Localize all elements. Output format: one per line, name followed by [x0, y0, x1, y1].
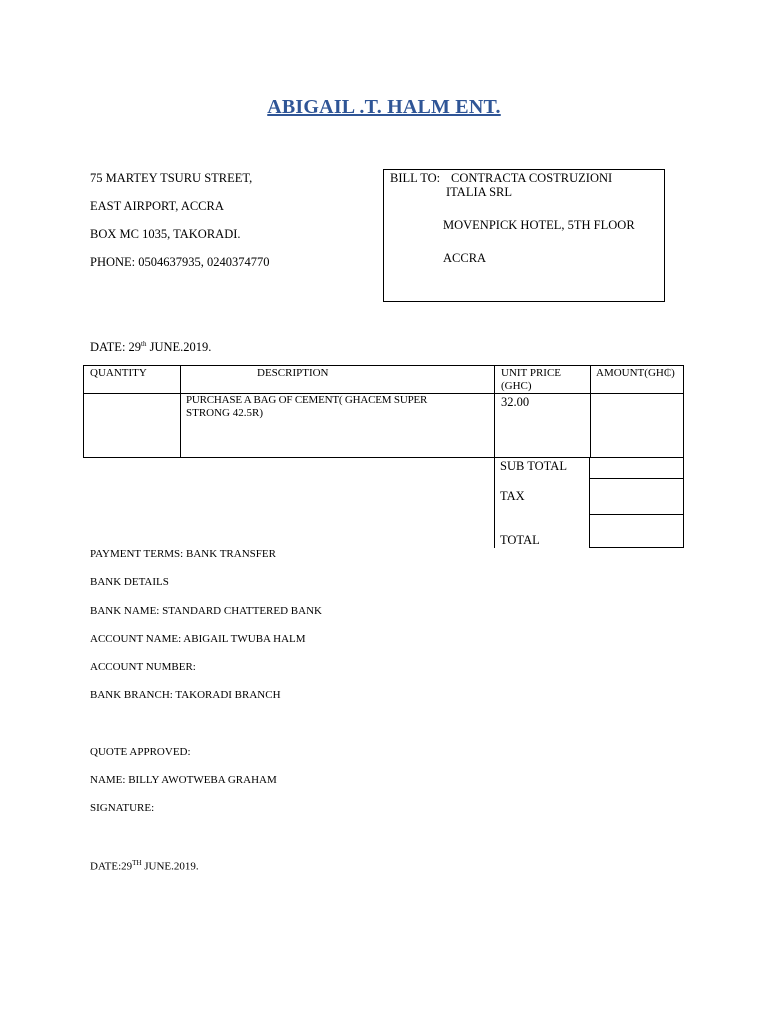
totals-divider: [589, 478, 684, 479]
header-unit-price: UNIT PRICE: [501, 367, 561, 379]
column-divider: [590, 366, 591, 457]
cell-description-cont: STRONG 42.5R): [186, 407, 264, 419]
tax-label: TAX: [500, 489, 525, 503]
invoice-date: DATE: 29th JUNE.2019.: [90, 340, 212, 355]
bank-name: BANK NAME: STANDARD CHATTERED BANK: [90, 605, 322, 617]
header-description: DESCRIPTION: [257, 367, 329, 379]
bill-to-line2: ITALIA SRL: [446, 185, 513, 199]
approver-name: NAME: BILLY AWOTWEBA GRAHAM: [90, 774, 277, 786]
header-amount: AMOUNT(GH₵): [596, 367, 675, 379]
totals-left-border: [494, 457, 495, 548]
column-divider: [494, 366, 495, 457]
sender-area: EAST AIRPORT, ACCRA: [90, 199, 224, 213]
account-name: ACCOUNT NAME: ABIGAIL TWUBA HALM: [90, 633, 306, 645]
header-unit-price-currency: (GHC): [501, 380, 532, 392]
header-quantity: QUANTITY: [90, 367, 147, 379]
company-title: ABIGAIL .T. HALM ENT.: [267, 96, 501, 118]
signature-label: SIGNATURE:: [90, 802, 155, 814]
sender-street: 75 MARTEY TSURU STREET,: [90, 171, 253, 185]
bill-to-box: [383, 169, 665, 302]
bill-to-label: BILL TO:: [390, 171, 441, 185]
bill-to-line4: ACCRA: [443, 251, 487, 265]
items-table: [83, 365, 684, 458]
approval-date: DATE:29TH JUNE.2019.: [90, 859, 199, 873]
quote-approved: QUOTE APPROVED:: [90, 746, 191, 758]
cell-unit-price: 32.00: [501, 395, 530, 409]
bank-details-heading: BANK DETAILS: [90, 576, 169, 588]
account-number: ACCOUNT NUMBER:: [90, 661, 196, 673]
totals-value-box: [589, 457, 684, 548]
column-divider: [180, 366, 181, 457]
sender-box: BOX MC 1035, TAKORADI.: [90, 227, 241, 241]
total-label: TOTAL: [500, 533, 540, 547]
sub-total-label: SUB TOTAL: [500, 459, 567, 473]
cell-description: PURCHASE A BAG OF CEMENT( GHACEM SUPER: [186, 394, 428, 406]
sender-phone: PHONE: 0504637935, 0240374770: [90, 255, 270, 269]
bill-to-line3: MOVENPICK HOTEL, 5TH FLOOR: [443, 218, 635, 232]
payment-terms: PAYMENT TERMS: BANK TRANSFER: [90, 548, 276, 560]
bank-branch: BANK BRANCH: TAKORADI BRANCH: [90, 689, 281, 701]
totals-divider: [589, 514, 684, 515]
bill-to-line1: CONTRACTA COSTRUZIONI: [451, 171, 613, 185]
